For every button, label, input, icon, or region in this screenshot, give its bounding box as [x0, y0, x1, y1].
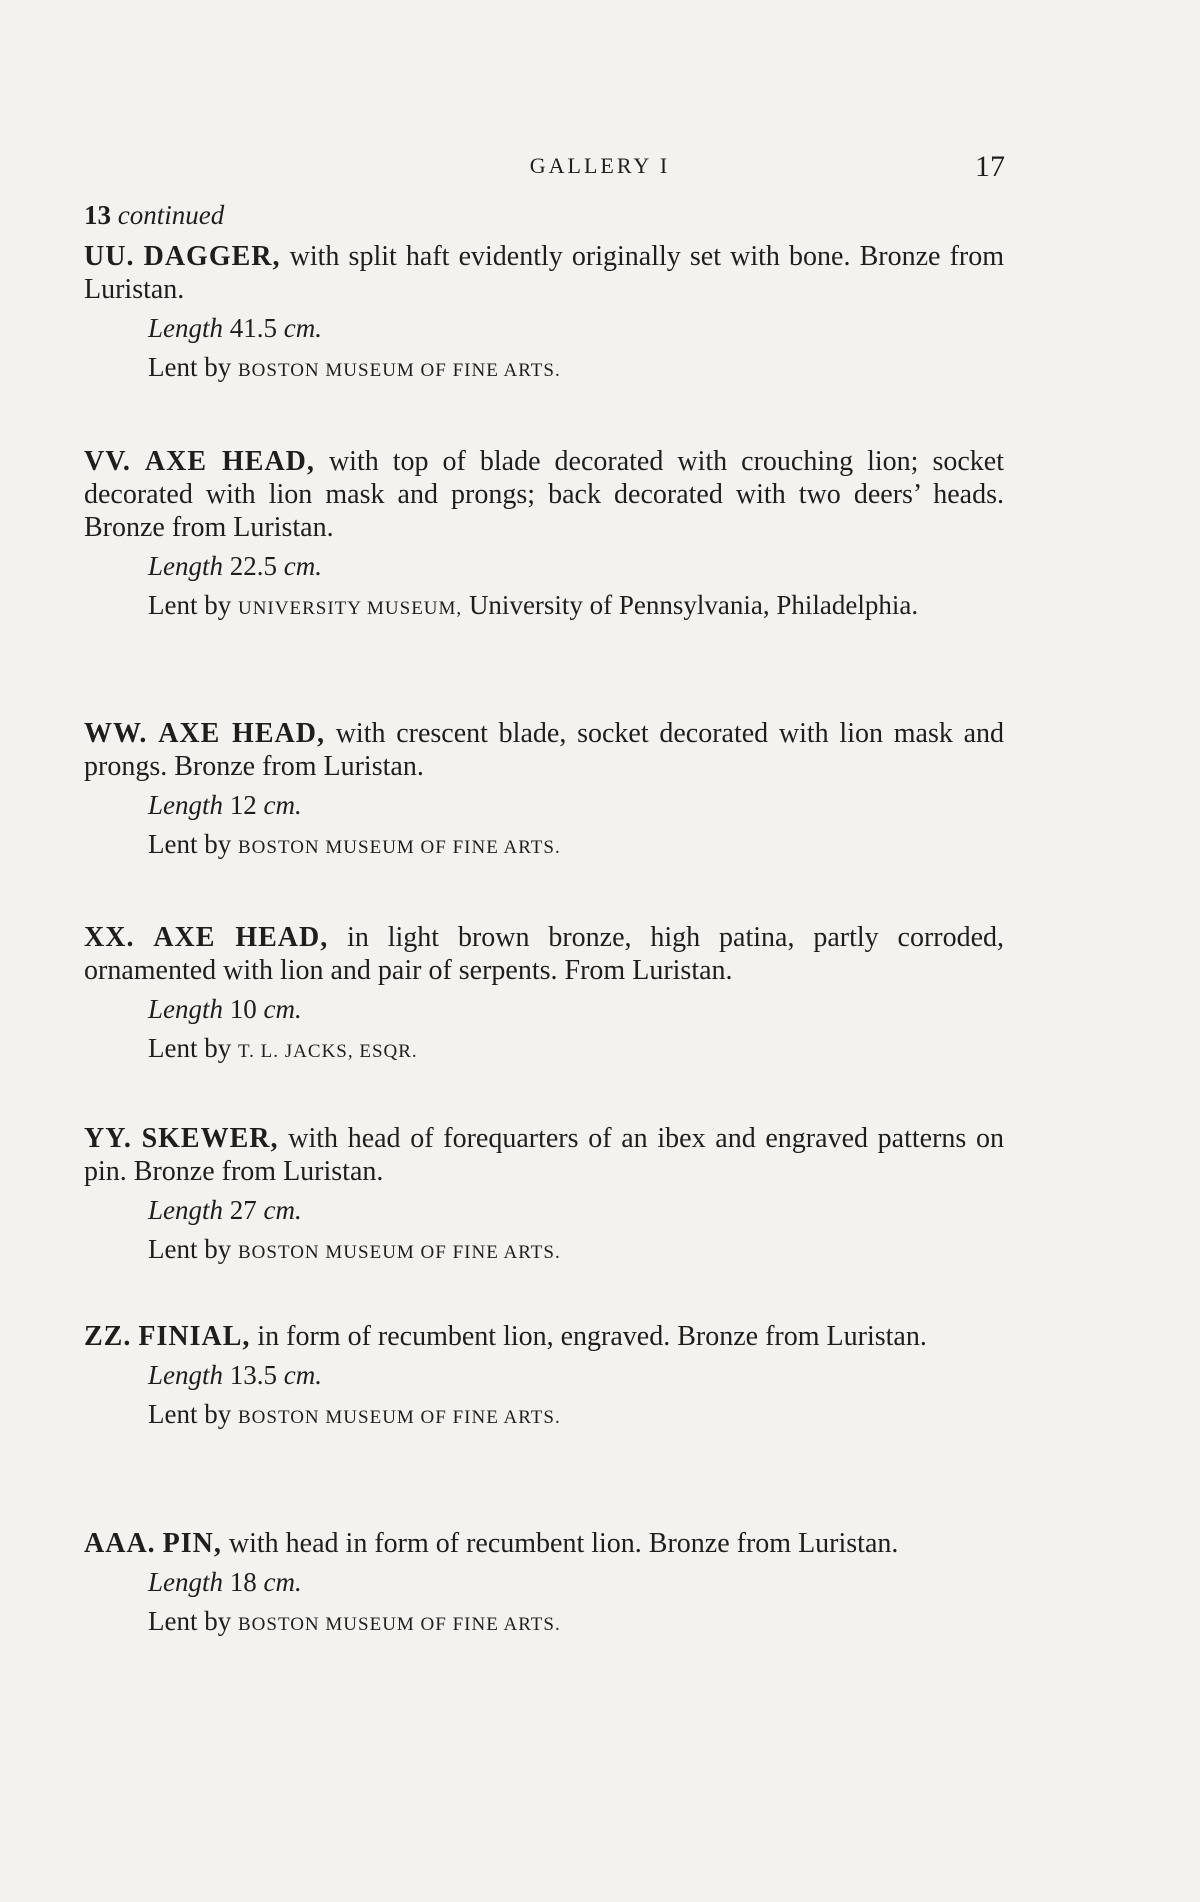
lender-name: UNIVERSITY MUSEUM,: [237, 598, 463, 619]
length-label: Length: [148, 1195, 224, 1225]
entry-description: [84, 717, 1004, 783]
length-unit: cm.: [263, 994, 302, 1024]
entry-title: SKEWER,: [141, 1123, 279, 1154]
continued-heading: [84, 200, 224, 231]
length-label: Length: [148, 551, 224, 581]
entry-title: AXE HEAD,: [158, 718, 325, 749]
entry-code: ZZ.: [84, 1321, 132, 1352]
catalogue-entry-ww: [84, 717, 1004, 864]
entry-text: with split haft evidently originally set with bone. Bronze from Luristan.: [84, 241, 1005, 305]
lent-by-label: Lent by: [148, 1606, 232, 1636]
entry-length: [148, 1194, 1004, 1227]
lent-by-label: Lent by: [148, 1399, 232, 1429]
page-number: 17: [975, 150, 1005, 183]
length-unit: cm.: [283, 313, 322, 343]
continued-number: 13: [84, 200, 111, 230]
entry-description: [84, 1527, 1004, 1560]
lent-by-label: Lent by: [148, 1234, 232, 1264]
length-label: Length: [148, 994, 224, 1024]
lent-by-label: Lent by: [148, 829, 232, 859]
catalogue-entry-uu: [84, 240, 1004, 387]
continued-label: continued: [117, 200, 225, 230]
lent-by-label: Lent by: [148, 352, 232, 382]
catalogue-entry-aaa: [84, 1527, 1004, 1641]
entry-description: [84, 1122, 1004, 1188]
entry-description: [84, 240, 1004, 306]
entry-text: in form of recumbent lion, engraved. Bronze from Luristan.: [257, 1321, 927, 1352]
entry-description: [84, 445, 1004, 544]
entry-code: XX.: [84, 922, 135, 953]
entry-length: [148, 1359, 1004, 1392]
lent-by-label: Lent by: [148, 1033, 232, 1063]
entry-lender: [148, 1398, 1004, 1434]
length-value: 18: [229, 1567, 257, 1597]
length-label: Length: [148, 1360, 224, 1390]
length-unit: cm.: [283, 551, 322, 581]
entry-title: PIN,: [162, 1528, 222, 1559]
lender-name: BOSTON MUSEUM OF FINE ARTS.: [237, 837, 561, 858]
entry-length: [148, 1566, 1004, 1599]
length-value: 27: [229, 1195, 257, 1225]
length-value: 12: [229, 790, 257, 820]
length-unit: cm.: [263, 790, 302, 820]
entry-code: AAA.: [84, 1528, 156, 1559]
entry-lender: [148, 1233, 1004, 1269]
catalogue-entry-vv: [84, 445, 1004, 625]
lender-name: BOSTON MUSEUM OF FINE ARTS.: [237, 360, 561, 381]
entry-title: AXE HEAD,: [144, 446, 315, 477]
entry-code: UU.: [84, 241, 135, 272]
entry-description: [84, 1320, 1004, 1353]
entry-title: DAGGER,: [143, 241, 281, 272]
length-label: Length: [148, 790, 224, 820]
entry-text: in light brown bronze, high patina, partly corroded, ornamented with lion and pair of serpents. From Luristan.: [84, 922, 1005, 986]
length-unit: cm.: [283, 1360, 322, 1390]
running-head: GALLERY I: [529, 153, 671, 178]
lender-name: T. L. JACKS, ESQR.: [237, 1041, 418, 1062]
length-value: 10: [229, 994, 257, 1024]
entry-code: VV.: [84, 446, 131, 477]
length-unit: cm.: [263, 1195, 302, 1225]
lent-by-label: Lent by: [148, 590, 232, 620]
entry-lender: [148, 1032, 1004, 1068]
lender-name: BOSTON MUSEUM OF FINE ARTS.: [237, 1614, 561, 1635]
catalogue-entry-yy: [84, 1122, 1004, 1269]
entry-lender: [148, 1605, 1004, 1641]
length-value: 41.5: [229, 313, 278, 343]
entry-lender: [148, 589, 1004, 625]
entry-lender: [148, 351, 1004, 387]
lender-name: BOSTON MUSEUM OF FINE ARTS.: [237, 1407, 561, 1428]
entry-text: with head of forequarters of an ibex and engraved patterns on pin. Bronze from Luristan.: [84, 1123, 1005, 1187]
entry-text: with crescent blade, socket decorated with lion mask and prongs. Bronze from Luristan.: [84, 718, 1005, 782]
entry-lender: [148, 828, 1004, 864]
lender-detail: University of Pennsylvania, Philadelphia.: [468, 590, 919, 620]
entry-code: WW.: [84, 718, 148, 749]
length-unit: cm.: [263, 1567, 302, 1597]
entry-text: with head in form of recumbent lion. Bronze from Luristan.: [228, 1528, 899, 1559]
entry-length: [148, 789, 1004, 822]
lender-name: BOSTON MUSEUM OF FINE ARTS.: [237, 1242, 561, 1263]
entry-length: [148, 993, 1004, 1026]
entry-title: AXE HEAD,: [153, 922, 329, 953]
catalogue-entry-xx: [84, 921, 1004, 1068]
length-label: Length: [148, 1567, 224, 1597]
entry-title: FINIAL,: [138, 1321, 251, 1352]
entry-code: YY.: [84, 1123, 132, 1154]
entry-length: [148, 550, 1004, 583]
length-value: 22.5: [229, 551, 278, 581]
entry-length: [148, 312, 1004, 345]
entry-description: [84, 921, 1004, 987]
length-value: 13.5: [229, 1360, 278, 1390]
catalogue-entry-zz: [84, 1320, 1004, 1434]
entry-text: with top of blade decorated with crouching lion; socket decorated with lion mask and prongs; back decorated with two deers’ heads. Bronze from Luristan.: [84, 446, 1005, 543]
length-label: Length: [148, 313, 224, 343]
